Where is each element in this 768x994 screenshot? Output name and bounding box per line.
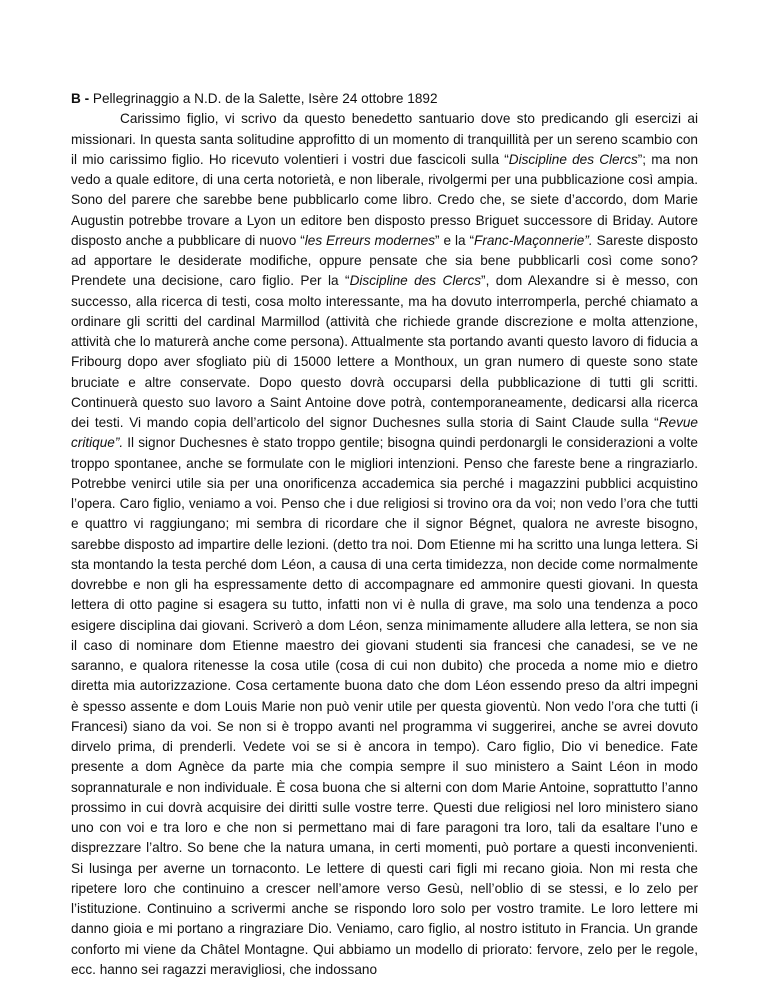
title-franc-maconnerie: Franc-Maçonnerie”. [474, 232, 593, 248]
body-text: ”; ma non vedo a quale editore, di una certa notorietà, e non liberale, rivolgermi per una pubblicazione così ampia. Sono del parere che sarebbe bene pubblicarlo come libro. Credo che, se siete d’accordo, dom Marie Augustin potrebbe trovare a Lyon un editore ben disposto presso Briguet successore di Briday. Autore disposto anche a pubblicare di nuovo “ [71, 151, 698, 248]
body-text: ” e la “ [435, 232, 475, 248]
title-discipline-des-clercs: Discipline des Clercs [349, 273, 482, 289]
title-les-erreurs-modernes: les Erreurs modernes [304, 232, 436, 248]
body-text: ”, dom Alexandre si è messo, con successo, alla ricerca di testi, cosa molto interessante, ma ha dovuto interromperla, perché chiamato a ordinare gli scritti del cardinal Marmillod (attività che richiede grande discrezione e molta attenzione, attività che lo maturerà anche come persona). Attualmente sta portando avanti questo lavoro di fiducia a Fribourg dopo aver sfogliato più di 15000 lettere a Monthoux, un gran numero di queste sono state bruciate e altre conservate. Dopo questo dovrà occuparsi della pubblicazione di tutti gli scritti. Continuerà questo suo lavoro a Saint Antoine dove potrà, contemporaneamente, dedicarsi alla ricerca dei testi. Vi mando copia dell’articolo del signor Duchesnes sulla storia di Saint Claude sulla “ [71, 273, 698, 430]
letter-page [71, 89, 698, 980]
body-text: Sareste disposto ad apportare le desiderate modifiche, oppure pensate che sia bene pubblicarli così come sono? Prendete una decisione, caro figlio. Per la “ [71, 232, 698, 289]
body-text: Carissimo figlio, vi scrivo da questo benedetto santuario dove sto predicando gli esercizi ai missionari. In questa santa solitudine approfitto di un momento di tranquillità per un sereno scambio con il mio carissimo figlio. Ho ricevuto volentieri i vostri due fascicoli sulla “ [71, 111, 698, 167]
section-label: B - [71, 91, 90, 106]
letter-heading [71, 89, 698, 109]
heading-text: Pellegrinaggio a N.D. de la Salette, Isère 24 ottobre 1892 [89, 91, 438, 106]
letter-body [71, 109, 698, 980]
title-discipline-des-clercs: Discipline des Clercs [508, 151, 638, 167]
title-revue-critique: Revue critique”. [71, 415, 698, 451]
body-text: Il signor Duchesnes è stato troppo gentile; bisogna quindi perdonargli le considerazioni a volte troppo spontanee, anche se formulate con le migliori intenzioni. Penso che fareste bene a ringraziarlo. Potrebbe venirci utile sia per una onorificenza accademica sia perché i magazzini pubblici acquistino l’opera. Caro figlio, veniamo a voi. Penso che i due religiosi si trovino ora da voi; non vedo l’ora che tutti e quattro vi raggiungano; mi sembra di ricordare che il signor Bégnet, qualora ne avreste bisogno, sarebbe disposto ad impartire delle lezioni. (detto tra noi. Dom Etienne mi ha scritto una lunga lettera. Si sta montando la testa perché dom Léon, a causa di una certa timidezza, non decide come normalmente dovrebbe e non gli ha espressamente detto di accompagnare ed ammonire questi giovani. In questa lettera di otto pagine si esagera su tutto, infatti non vi è nulla di grave, ma solo una tendenza a poco esigere disciplina dai giovani. Scriverò a dom Léon, senza minimamente alludere alla lettera, se non sia il caso di nominare dom Etienne maestro dei giovani studenti sia francesi che canadesi, se ve ne saranno, e qualora ritenesse la cosa utile (cosa di cui non dubito) che proceda a nome mio e dietro diretta mia autorizzazione. Cosa certamente buona dato che dom Léon essendo preso da altri impegni è spesso assente e dom Louis Marie non può venir utile per questa gioventù. Non vedo l’ora che tutti (i Francesi) siano da voi. Se non si è troppo avanti nel programma vi suggerirei, anche se avrei dovuto dirvelo prima, di prenderli. Vedete voi se si è ancora in tempo). Caro figlio, Dio vi benedice. Fate presente a dom Agnèce da parte mia che compia sempre il suo ministero a Saint Léon in modo soprannaturale e non individuale. È cosa buona che si alterni con dom Marie Antoine, soprattutto l’anno prossimo in cui dovrà acquisire dei diritti sulle vostre terre. Questi due religiosi nel loro ministero siano uno con voi e tra loro e che non si permettano mai di fare paragoni tra loro, tali da esaltare l’uno e disprezzare l’altro. So bene che la natura umana, in certi momenti, può portare a questi inconvenienti. Si lusinga per averne un tornaconto. Le lettere di questi cari figli mi recano gioia. Non mi resta che ripetere loro che continuino a crescer nell’amore verso Gesù, nell’oblio di se stessi, e lo zelo per l’istituzione. Continuino a scrivermi anche se rispondo loro solo per vostro tramite. Le loro lettere mi danno gioia e mi portano a ringraziare Dio. Veniamo, caro figlio, al nostro istituto in Francia. Un grande conforto mi viene da Châtel Montagne. Qui abbiamo un modello di priorato: fervore, zelo per le regole, ecc. hanno sei ragazzi meravigliosi, che indossano [71, 435, 698, 977]
